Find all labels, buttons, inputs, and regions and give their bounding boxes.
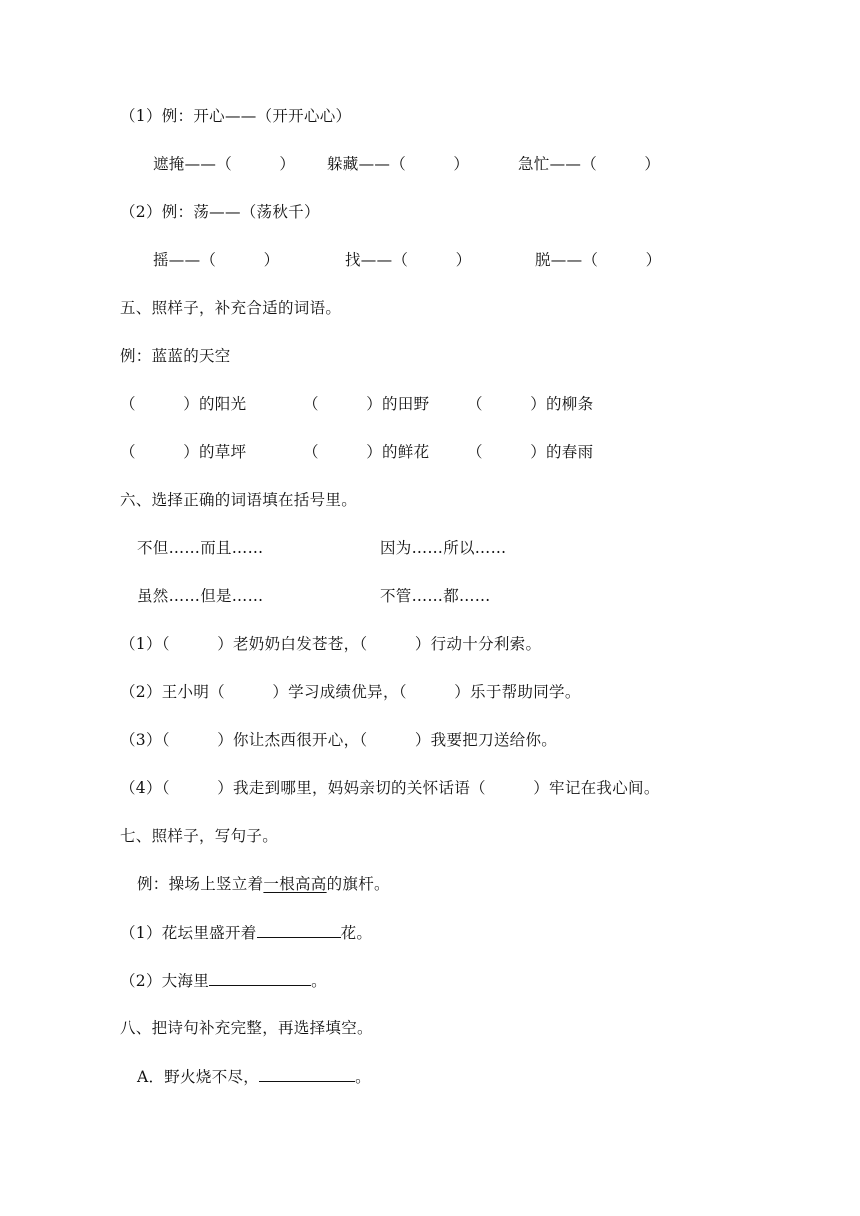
- q6-heading: 六、选择正确的词语填在括号里。: [120, 491, 358, 509]
- q5-row2-item1: （ ）的草坪: [120, 443, 247, 461]
- q7-heading: 七、照样子，写句子。: [120, 827, 279, 845]
- q5-row1-item2: （ ）的田野: [303, 395, 430, 413]
- q5-row1-item3: （ ）的柳条: [467, 395, 594, 413]
- q5-row1-item1: （ ）的阳光: [120, 395, 247, 413]
- q5-example: 例：蓝蓝的天空: [120, 347, 231, 365]
- q8-itemA-post: 。: [355, 1068, 371, 1086]
- q4-item-1-2: 躲藏——（ ）: [327, 155, 470, 173]
- q4-item-1-1: 遮掩——（ ）: [153, 155, 296, 173]
- q5-row2-item3: （ ）的春雨: [467, 443, 594, 461]
- q7-item1-post: 花。: [340, 924, 373, 942]
- q7-example: [137, 874, 390, 894]
- q6-item-1: （1）（ ）老奶奶白发苍苍，（ ）行动十分利索。: [120, 635, 542, 653]
- q6-option-3: 虽然……但是……: [137, 587, 264, 605]
- q5-heading: 五、照样子，补充合适的词语。: [120, 299, 342, 317]
- q6-item-2: （2）王小明（ ）学习成绩优异，（ ）乐于帮助同学。: [120, 683, 581, 701]
- q6-item-4: （4）（ ）我走到哪里，妈妈亲切的关怀话语（ ）牢记在我心间。: [120, 779, 660, 797]
- q8-itemA-blank[interactable]: [259, 1066, 355, 1082]
- q4-example-2: （2）例：荡——（荡秋千）: [120, 203, 320, 221]
- q7-example-underlined: 一根高高: [263, 875, 327, 893]
- q8-itemA-pre: A．野火烧不尽，: [137, 1068, 260, 1086]
- q4-example-1: （1）例：开心——（开开心心）: [120, 107, 352, 125]
- q7-example-post: 的旗杆。: [326, 875, 390, 893]
- q7-item-1: [120, 922, 372, 943]
- q6-option-2: 因为……所以……: [380, 539, 507, 557]
- q7-item2-blank[interactable]: [209, 970, 311, 986]
- q7-item2-pre: （2）大海里: [120, 972, 210, 990]
- q8-heading: 八、把诗句补充完整，再选择填空。: [120, 1019, 373, 1037]
- q7-item1-pre: （1）花坛里盛开着: [120, 924, 257, 942]
- q6-option-4: 不管……都……: [380, 587, 491, 605]
- q7-item-2: [120, 970, 327, 991]
- q4-item-2-1: 摇——（ ）: [153, 251, 280, 269]
- q4-item-2-2: 找——（ ）: [345, 251, 472, 269]
- q7-item2-post: 。: [311, 972, 327, 990]
- q7-example-pre: 例：操场上竖立着: [137, 875, 264, 893]
- q4-item-1-3: 急忙——（ ）: [518, 155, 661, 173]
- q4-item-2-3: 脱——（ ）: [535, 251, 662, 269]
- q6-item-3: （3）（ ）你让杰西很开心，（ ）我要把刀送给你。: [120, 731, 558, 749]
- q6-option-1: 不但……而且……: [137, 539, 264, 557]
- q8-item-a: [137, 1066, 371, 1087]
- q5-row2-item2: （ ）的鲜花: [303, 443, 430, 461]
- q7-item1-blank[interactable]: [257, 922, 341, 938]
